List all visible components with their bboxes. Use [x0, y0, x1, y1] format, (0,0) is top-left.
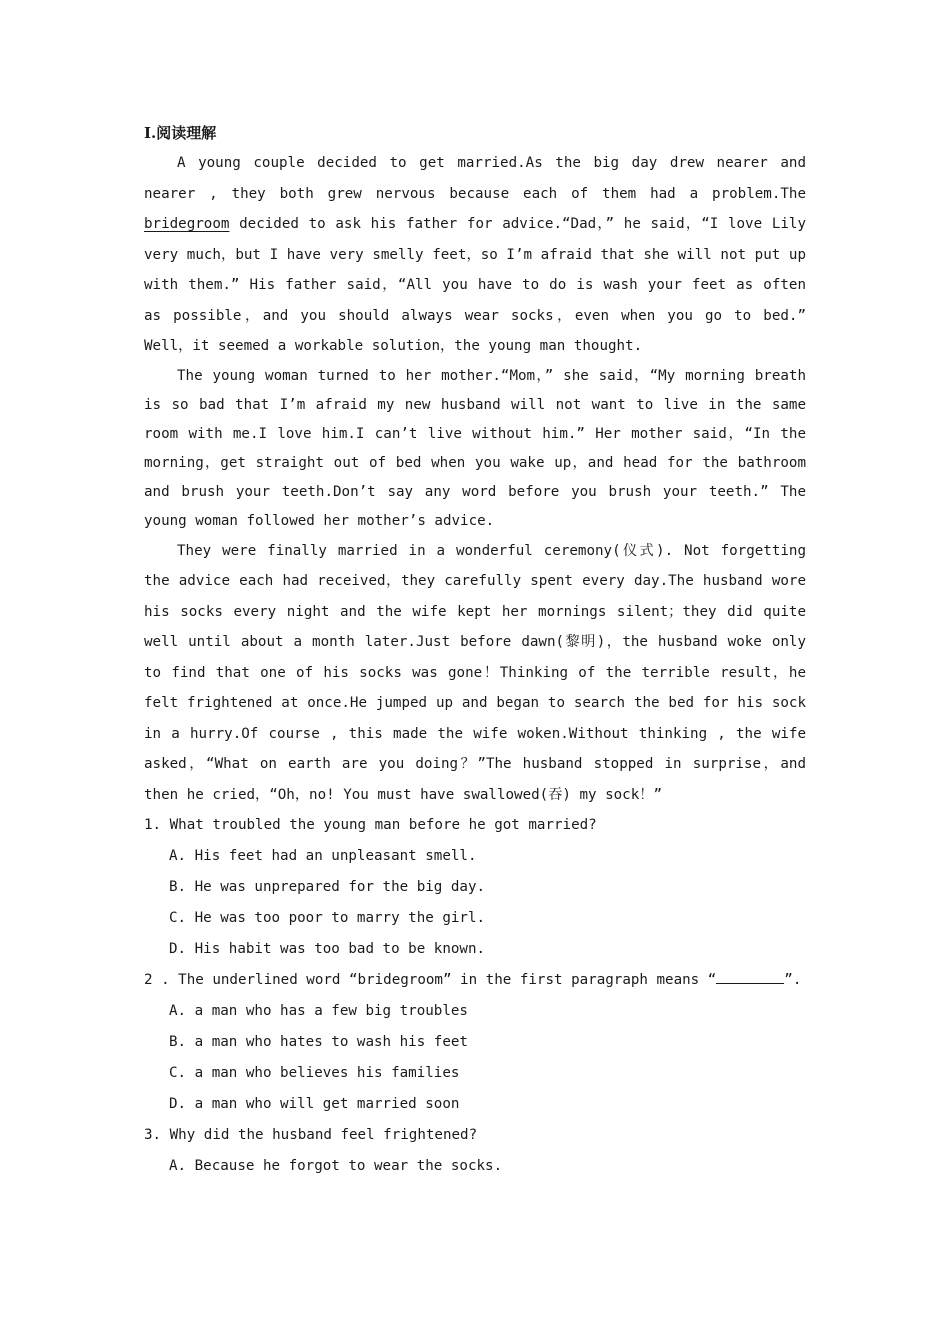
answer-blank: [716, 969, 784, 984]
underlined-word-bridegroom: bridegroom: [144, 216, 230, 232]
question-3-stem: 3. Why did the husband feel frightened?: [144, 1127, 478, 1143]
question-2: [144, 965, 806, 1120]
document-page: [144, 118, 806, 1182]
passage-paragraph-1: [144, 148, 806, 362]
question-3: [144, 1120, 806, 1182]
question-1-stem: 1. What troubled the young man before he got married?: [144, 817, 597, 833]
question-2-option-d: D. a man who will get married soon: [169, 1096, 460, 1112]
question-1-option-b: B. He was unprepared for the big day.: [169, 879, 486, 895]
paragraph-1-text-after: decided to ask his father for advice.“Dad，” he said，“I love Lily very much，but I have very smelly feet，so I’m afraid that she will not put up with them.” His father said，“All you have to do is wash your feet as often as possible，and you should always wear socks，even when you go to bed.” Well，it seemed a workable solution，the young man thought.: [144, 216, 806, 354]
question-2-option-a: A. a man who has a few big troubles: [169, 1003, 468, 1019]
paragraph-1-text-before: A young couple decided to get married.As the big day drew nearer and nearer , they both grew nervous because each of them had a problem.The: [144, 155, 806, 202]
passage-paragraph-2: The young woman turned to her mother.“Mom，” she said，“My morning breath is so bad that I’m afraid my new husband will not want to live in the same room with me.I love him.I can’t live without him.” Her mother said，“In the morning，get straight out of bed when you wake up，and head for the bathroom and brush your teeth.Don’t say any word before you brush your teeth.” The young woman followed her mother’s advice.: [144, 367, 806, 529]
question-1-option-d: D. His habit was too bad to be known.: [169, 941, 486, 957]
question-3-option-a: A. Because he forgot to wear the socks.: [169, 1158, 503, 1174]
question-1-option-a: A. His feet had an unpleasant smell.: [169, 848, 477, 864]
question-2-option-c: C. a man who believes his families: [169, 1065, 460, 1081]
question-2-stem-after: ”.: [784, 972, 802, 988]
question-1-option-c: C. He was too poor to marry the girl.: [169, 910, 486, 926]
question-2-stem: [144, 965, 806, 996]
question-2-option-b: B. a man who hates to wash his feet: [169, 1034, 468, 1050]
question-2-stem-before: 2 . The underlined word “bridegroom” in the first paragraph means “: [144, 972, 717, 988]
passage-paragraph-3: They were finally married in a wonderful ceremony(仪式). Not forgetting the advice each had received，they carefully spent every day.The husband wore his socks every night and the wife kept her mornings silent；they did quite well until about a month later.Just before dawn(黎明)，the husband woke only to find that one of his socks was gone！Thinking of the terrible result，he felt frightened at once.He jumped up and began to search the bed for his sock in a hurry.Of course , this made the wife woken.Without thinking , the wife asked，“What on earth are you doing？”The husband stopped in surprise，and then he cried，“Oh，no! You must have swallowed(吞) my sock！”: [144, 542, 806, 803]
section-title: Ⅰ.阅读理解: [144, 124, 217, 142]
question-1: [144, 810, 806, 965]
